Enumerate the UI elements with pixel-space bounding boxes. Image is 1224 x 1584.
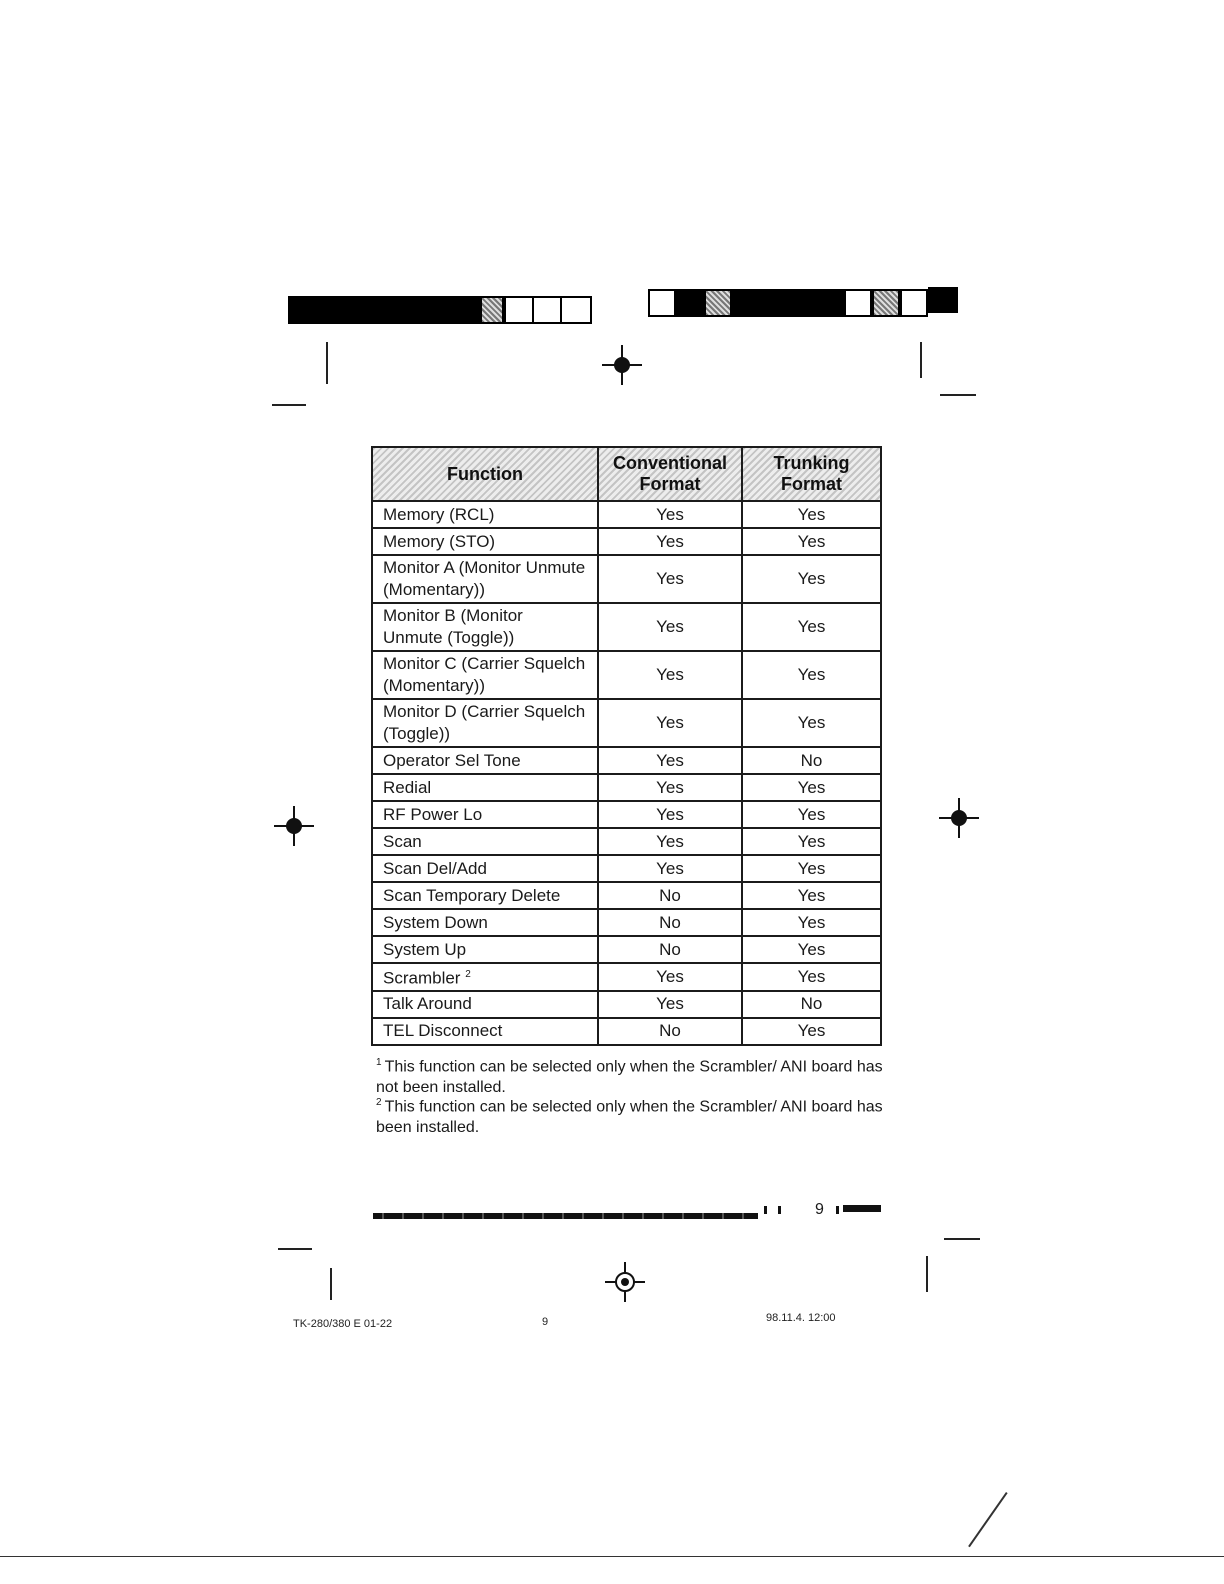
cell-function: System Down (372, 909, 598, 936)
registration-crosshair-icon (939, 798, 979, 838)
table-row (372, 1018, 881, 1045)
white-square (648, 289, 676, 317)
cell-function: Scan Del/Add (372, 855, 598, 882)
cell-trunking: Yes (742, 801, 881, 828)
halftone-square (480, 296, 504, 324)
cell-function: Scan Temporary Delete (372, 882, 598, 909)
decorative-rule (843, 1205, 881, 1212)
footnote-mark: 2 (376, 1097, 382, 1108)
page-number: 9 (815, 1201, 824, 1218)
crop-mark (330, 1268, 332, 1300)
crop-mark (944, 1238, 980, 1240)
tick-mark (778, 1206, 781, 1214)
scan-mark (968, 1492, 1007, 1547)
table-row (372, 801, 881, 828)
cell-conventional: No (598, 909, 742, 936)
function-table (371, 446, 882, 1046)
crop-mark (272, 404, 306, 406)
cell-trunking: Yes (742, 936, 881, 963)
crop-mark (920, 342, 922, 378)
footnote-text: This function can be selected only when the Scrambler/ ANI board has not been installed. (376, 1058, 883, 1097)
cell-conventional: Yes (598, 828, 742, 855)
cell-trunking: Yes (742, 1018, 881, 1045)
white-square (844, 289, 872, 317)
registration-bar-left (288, 296, 592, 324)
crop-mark (278, 1248, 312, 1250)
cell-conventional: Yes (598, 651, 742, 699)
cell-function: RF Power Lo (372, 801, 598, 828)
cell-trunking: No (742, 747, 881, 774)
footnote-mark: 1 (376, 1057, 382, 1068)
tick-mark (764, 1206, 767, 1214)
function-label: Scrambler (383, 968, 461, 988)
registration-crosshair-icon (274, 806, 314, 846)
cell-function: Monitor A (Monitor Unmute (Momentary)) (372, 555, 598, 603)
registration-bar-right (648, 287, 958, 317)
print-date: 98.11.4. 12:00 (766, 1312, 836, 1324)
table-row (372, 963, 881, 991)
black-square (928, 287, 958, 313)
table-header-row (372, 447, 881, 501)
cell-function: Redial (372, 774, 598, 801)
cell-trunking: Yes (742, 963, 881, 991)
footnote-ref: 2 (465, 969, 471, 980)
cell-function: Monitor D (Carrier Squelch (Toggle)) (372, 699, 598, 747)
table-row (372, 774, 881, 801)
footnote-2 (376, 1092, 896, 1138)
cell-conventional: Yes (598, 747, 742, 774)
cell-function: Talk Around (372, 991, 598, 1018)
registration-crosshair-icon (602, 345, 642, 385)
decorative-rule (373, 1213, 758, 1219)
cell-conventional: Yes (598, 603, 742, 651)
cell-trunking: Yes (742, 603, 881, 651)
cell-trunking: Yes (742, 555, 881, 603)
cell-trunking: Yes (742, 501, 881, 528)
table-row (372, 603, 881, 651)
table-row (372, 936, 881, 963)
cell-function: System Up (372, 936, 598, 963)
cell-function: Operator Sel Tone (372, 747, 598, 774)
cell-conventional: Yes (598, 774, 742, 801)
white-square (532, 296, 562, 324)
cell-trunking: No (742, 991, 881, 1018)
halftone-square (872, 289, 900, 317)
cell-conventional: Yes (598, 501, 742, 528)
table-row (372, 991, 881, 1018)
table-row (372, 528, 881, 555)
table-row (372, 555, 881, 603)
table-row (372, 651, 881, 699)
white-square (504, 296, 534, 324)
cell-trunking: Yes (742, 909, 881, 936)
table-row (372, 747, 881, 774)
cell-trunking: Yes (742, 855, 881, 882)
cell-function: Monitor B (Monitor Unmute (Toggle)) (372, 603, 598, 651)
cell-conventional: Yes (598, 699, 742, 747)
scan-edge-line (0, 1556, 1224, 1557)
table-row (372, 699, 881, 747)
cell-conventional: Yes (598, 855, 742, 882)
table-row (372, 501, 881, 528)
doc-code: TK-280/380 E 01-22 (293, 1318, 393, 1330)
cell-conventional: No (598, 936, 742, 963)
header-trunking-format: Trunking Format (742, 447, 881, 501)
cell-function: Memory (STO) (372, 528, 598, 555)
cell-conventional: Yes (598, 801, 742, 828)
cell-function: Scan (372, 828, 598, 855)
cell-trunking: Yes (742, 528, 881, 555)
cell-conventional: No (598, 1018, 742, 1045)
cell-function (372, 963, 598, 991)
white-square (560, 296, 592, 324)
cell-function: Memory (RCL) (372, 501, 598, 528)
crop-mark (326, 342, 328, 384)
cell-conventional: Yes (598, 528, 742, 555)
table-row (372, 855, 881, 882)
crop-mark (940, 394, 976, 396)
cell-conventional: Yes (598, 963, 742, 991)
cell-trunking: Yes (742, 699, 881, 747)
cell-trunking: Yes (742, 774, 881, 801)
white-square (900, 289, 928, 317)
cell-trunking: Yes (742, 882, 881, 909)
header-conventional-format: Conventional Format (598, 447, 742, 501)
tick-mark (836, 1206, 839, 1214)
table-row (372, 909, 881, 936)
cell-conventional: No (598, 882, 742, 909)
slug-page-number: 9 (542, 1316, 549, 1328)
cell-trunking: Yes (742, 651, 881, 699)
footnote-text: This function can be selected only when the Scrambler/ ANI board has been installed. (376, 1098, 883, 1137)
registration-target-icon (605, 1262, 645, 1302)
halftone-square (704, 289, 732, 317)
header-function: Function (372, 447, 598, 501)
cell-function: Monitor C (Carrier Squelch (Momentary)) (372, 651, 598, 699)
crop-mark (926, 1256, 928, 1292)
cell-function: TEL Disconnect (372, 1018, 598, 1045)
table-row (372, 828, 881, 855)
cell-conventional: Yes (598, 555, 742, 603)
table-row (372, 882, 881, 909)
cell-conventional: Yes (598, 991, 742, 1018)
cell-trunking: Yes (742, 828, 881, 855)
